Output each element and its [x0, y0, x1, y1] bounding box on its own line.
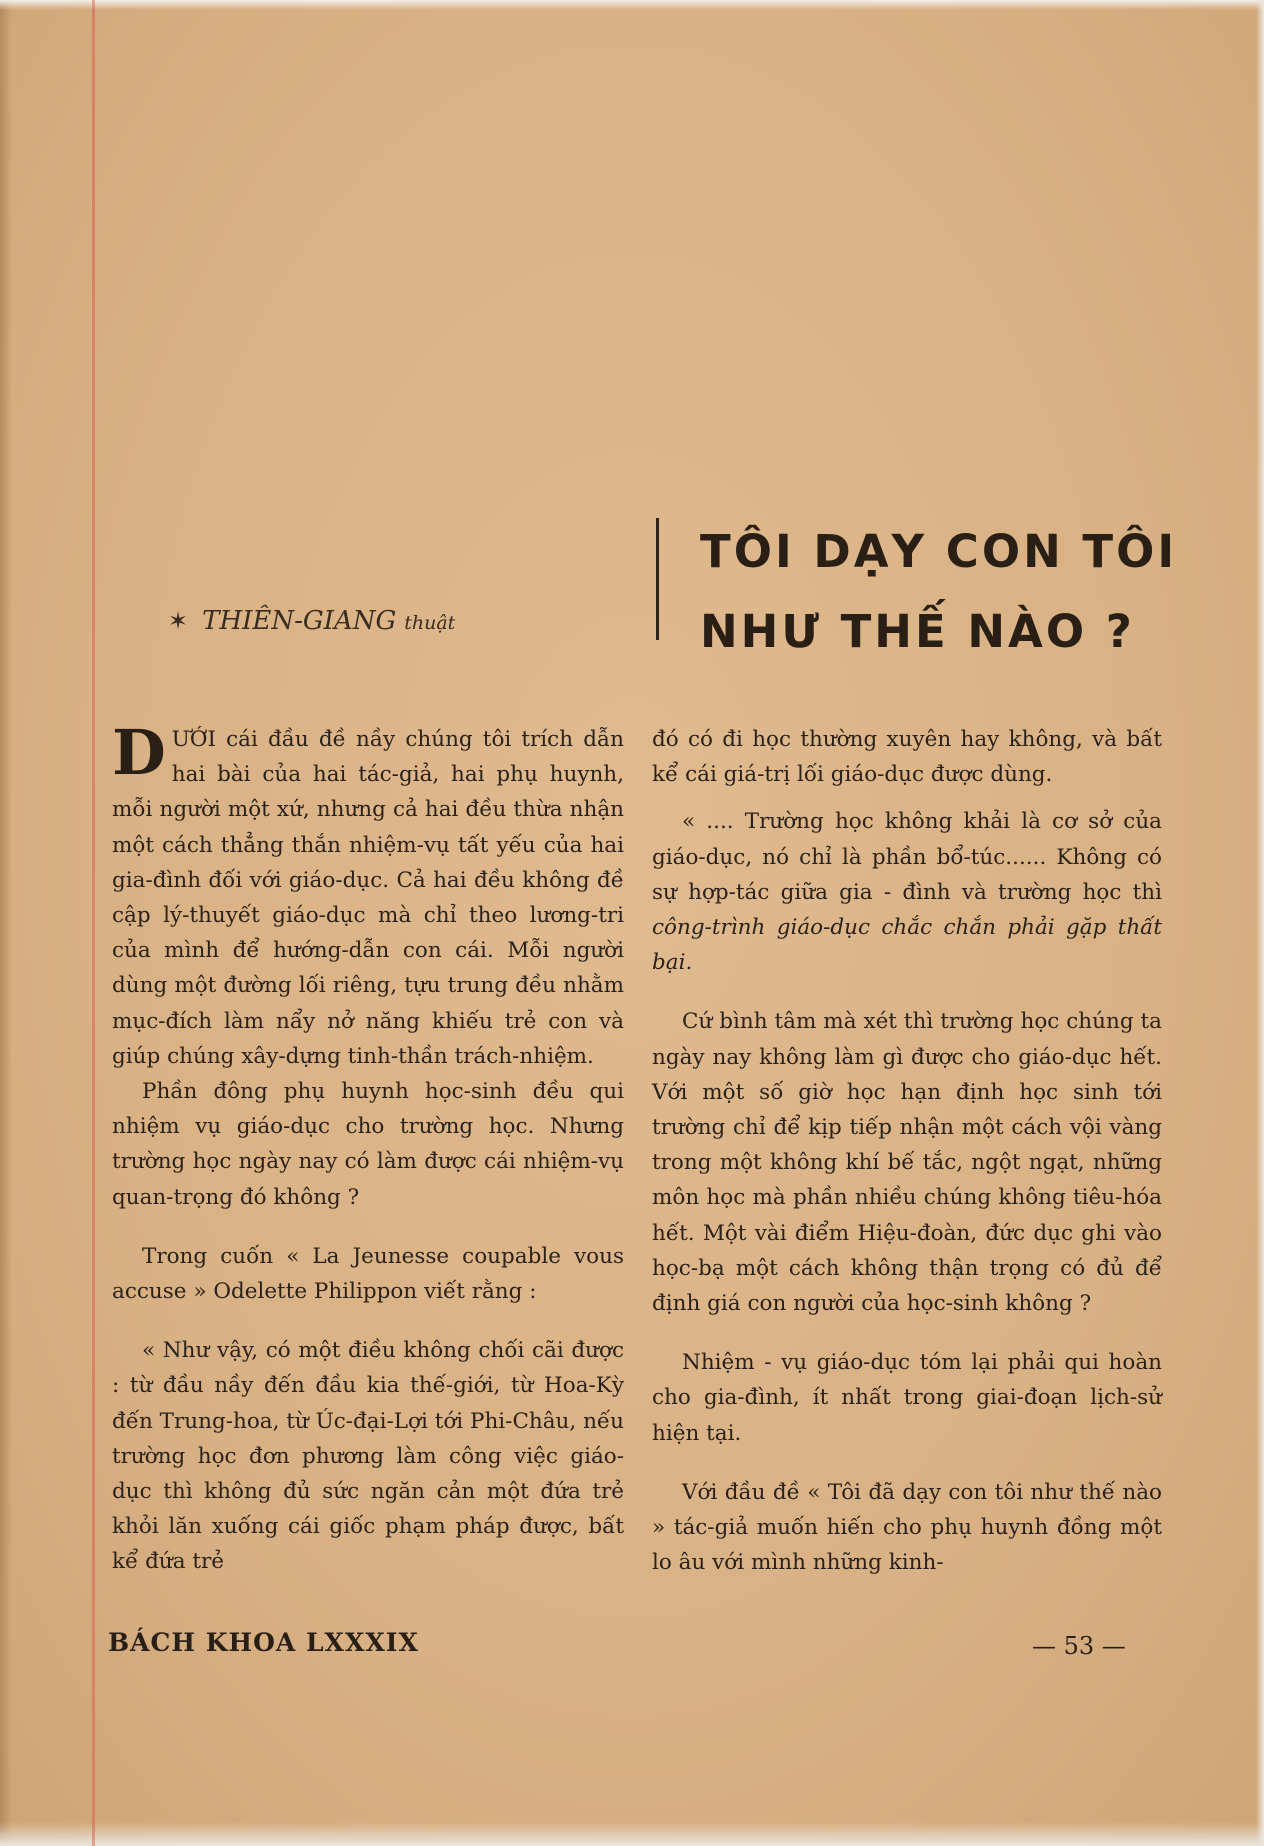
paragraph	[112, 716, 624, 1074]
drop-cap: D	[112, 716, 166, 789]
quote-paragraph	[652, 804, 1162, 980]
page-edge-top	[0, 0, 1264, 10]
title-divider	[656, 518, 659, 640]
title-line-1: TÔI DẠY CON TÔI	[700, 525, 1178, 578]
paragraph-text: « .... Trường học không khải là cơ sở của giáo-dục, nó chỉ là phần bổ-túc...... Không có sự hợp-tác giữa gia - đình và trường học thì	[652, 809, 1162, 905]
journal-name: BÁCH KHOA LXXXIX	[108, 1628, 419, 1657]
right-column	[652, 722, 1162, 1580]
star-icon: ✶	[168, 607, 189, 635]
emphasized-text: công-trình giáo-dục chắc chắn phải gặp thất bại.	[652, 915, 1162, 976]
page-edge-right	[1256, 0, 1264, 1846]
byline	[168, 606, 548, 636]
scan-artifact-line	[92, 0, 95, 1846]
page-edge-bottom	[0, 1822, 1264, 1846]
paragraph: Cứ bình tâm mà xét thì trường học chúng ta ngày nay không làm gì được cho giáo-dục hết. Với một số giờ học hạn định học sinh tới trường chỉ để kịp tiếp nhận một cách vội vàng trong một không khí bế tắc, ngột ngạt, những môn học mà phần nhiều chúng không tiêu-hóa hết. Một vài điểm Hiệu-đoàn, đức dục ghi vào học-bạ một cách không thận trọng có đủ để định giá con người của học-sinh không ?	[652, 1009, 1162, 1317]
left-column	[112, 716, 624, 1580]
quote-paragraph: « Như vậy, có một điều không chối cãi được : từ đầu nầy đến đầu kia thế-giới, từ Hoa-Kỳ đến Trung-hoa, từ Úc-đại-Lợi tới Phi-Châu, nếu trường học đơn phương làm công việc giáo-dục thì không đủ sức ngăn cản một đứa trẻ khỏi lăn xuống cái giốc phạm pháp được, bất kể đứa trẻ	[112, 1338, 624, 1575]
paragraph: Nhiệm - vụ giáo-dục tóm lại phải qui hoàn cho gia-đình, ít nhất trong giai-đoạn lịch-sử hiện tại.	[652, 1350, 1162, 1446]
paragraph: Trong cuốn « La Jeunesse coupable vous accuse » Odelette Philippon viết rằng :	[112, 1243, 624, 1305]
title-line-2: NHƯ THẾ NÀO ?	[700, 605, 1135, 658]
byline-suffix: thuật	[404, 612, 456, 634]
paragraph-text: ƯỚI cái đầu đề nầy chúng tôi trích dẫn hai bài của hai tác-giả, hai phụ huynh, mỗi người một xứ, nhưng cả hai đều thừa nhận một cách thẳng thắn nhiệm-vụ tất yếu của hai gia-đình đối với giáo-dục. Cả hai đều không đề cập lý-thuyết giáo-dục mà chỉ theo lương-tri của mình để hướng-dẫn con cái. Mỗi người dùng một đường lối riêng, tựu trung đều nhằm mục-đích làm nẩy nở năng khiếu trẻ con và giúp chúng xây-dựng tinh-thần trách-nhiệm.	[112, 727, 624, 1069]
article-title	[700, 512, 1180, 672]
page-edge-shadow	[0, 0, 12, 1846]
page-number: — 53 —	[1032, 1632, 1126, 1660]
paragraph: Phần đông phụ huynh học-sinh đều qui nhiệm vụ giáo-dục cho trường học. Nhưng trường học ngày nay có làm được cái nhiệm-vụ quan-trọng đó không ?	[112, 1079, 624, 1210]
author-name: THIÊN-GIANG	[202, 606, 397, 636]
paragraph: Với đầu đề « Tôi đã dạy con tôi như thế nào » tác-giả muốn hiến cho phụ huynh đồng một lo âu với mình những kinh-	[652, 1479, 1162, 1576]
paragraph: đó có đi học thường xuyên hay không, và bất kể cái giá-trị lối giáo-dục được dùng.	[652, 727, 1162, 788]
